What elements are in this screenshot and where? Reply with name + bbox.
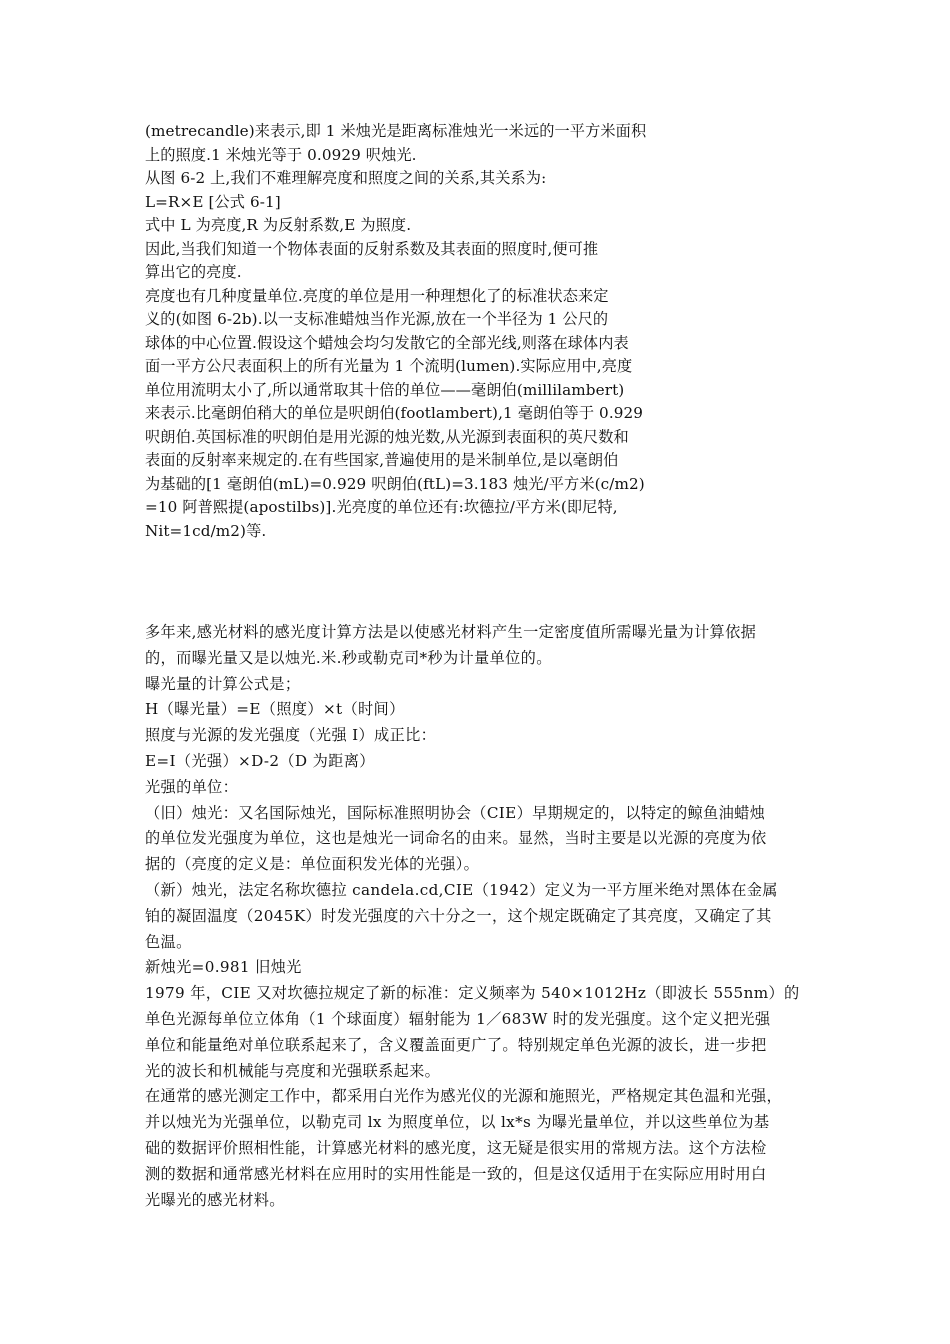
text-line: 的单位发光强度为单位，这也是烛光一词命名的由来。显然，当时主要是以光源的亮度为依 (145, 829, 767, 848)
text-line: 来表示.比毫朗伯稍大的单位是呎朗伯(footlambert),1 毫朗伯等于 0.929 (145, 404, 644, 422)
text-line: 单位和能量绝对单位联系起来了，含义覆盖面更广了。特别规定单色光源的波长，进一步把 (145, 1035, 767, 1054)
text-line: 光的波长和机械能与亮度和光强联系起来。 (145, 1061, 441, 1080)
text-line: 光曝光的感光材料。 (145, 1190, 285, 1209)
text-line: 亮度也有几种度量单位.亮度的单位是用一种理想化了的标准状态来定 (145, 286, 609, 305)
text-line: 球体的中心位置.假设这个蜡烛会均匀发散它的全部光线,则落在球体内表 (145, 333, 629, 352)
text-line: 上的照度.1 米烛光等于 0.0929 呎烛光. (145, 145, 417, 164)
text-line: （旧）烛光：又名国际烛光，国际标准照明协会（CIE）早期规定的，以特定的鲸鱼油蜡烛 (145, 803, 766, 822)
text-line: 色温。 (145, 932, 192, 951)
text-line: 并以烛光为光强单位，以勒克司 lx 为照度单位，以 lx*s 为曝光量单位，并以这些单位为基 (145, 1113, 770, 1132)
text-line: 因此,当我们知道一个物体表面的反射系数及其表面的照度时,便可推 (145, 239, 599, 258)
text-line: 面一平方公尺表面积上的所有光量为 1 个流明(lumen).实际应用中,亮度 (145, 357, 633, 375)
formula-line: L=R×E [公式 6-1] (145, 192, 281, 211)
exposure-section (145, 620, 813, 1213)
text-line: 的，而曝光量又是以烛光.米.秒或勒克司*秒为计量单位的。 (145, 648, 552, 667)
text-line: 据的（亮度的定义是：单位面积发光体的光强）。 (145, 855, 480, 874)
text-line: 新烛光=0.981 旧烛光 (145, 958, 302, 977)
text-line: 础的数据评价照相性能，计算感光材料的感光度，这无疑是很实用的常规方法。这个方法检 (145, 1138, 767, 1157)
text-line: 铂的凝固温度（2045K）时发光强度的六十分之一，这个规定既确定了其亮度，又确定了其 (145, 906, 772, 925)
text-line: 从图 6-2 上,我们不难理解亮度和照度之间的关系,其关系为: (145, 169, 547, 187)
text-line: 为基础的[1 毫朗伯(mL)=0.929 呎朗伯(ftL)=3.183 烛光/平方米(c/m2) (145, 474, 645, 493)
text-line: =10 阿普熙提(apostilbs)].光亮度的单位还有:坎德拉/平方米(即尼特, (145, 498, 618, 516)
text-line: （新）烛光，法定名称坎德拉 candela.cd,CIE（1942）定义为一平方厘米绝对黑体在金属 (145, 880, 778, 899)
formula-line: H（曝光量）=E（照度）×t（时间） (145, 700, 405, 719)
text-line: 曝光量的计算公式是； (145, 674, 301, 693)
text-line: 呎朗伯.英国标准的呎朗伯是用光源的烛光数,从光源到表面积的英尺数和 (145, 427, 629, 446)
text-line: Nit=1cd/m2)等. (145, 521, 267, 540)
text-line: 单色光源每单位立体角（1 个球面度）辐射能为 1／683W 时的发光强度。这个定义把光强 (145, 1009, 771, 1028)
text-line: 单位用流明太小了,所以通常取其十倍的单位——毫朗伯(millilambert) (145, 380, 625, 399)
text-line: 照度与光源的发光强度（光强 I）成正比： (145, 726, 437, 745)
formula-line: E=I（光强）×D-2（D 为距离） (145, 751, 375, 770)
luminance-section (145, 120, 685, 543)
text-line: 算出它的亮度. (145, 263, 242, 281)
text-line: 多年来,感光材料的感光度计算方法是以使感光材料产生一定密度值所需曝光量为计算依据 (145, 623, 757, 641)
text-line: 在通常的感光测定工作中，都采用白光作为感光仪的光源和施照光，严格规定其色温和光强， (145, 1087, 783, 1106)
text-line: 测的数据和通常感光材料在应用时的实用性能是一致的，但是这仅适用于在实际应用时用白 (145, 1164, 767, 1183)
text-line: 式中 L 为亮度,R 为反射系数,E 为照度. (145, 216, 412, 234)
text-line: 义的(如图 6-2b).以一支标准蜡烛当作光源,放在一个半径为 1 公尺的 (145, 310, 609, 328)
text-line: (metrecandle)来表示,即 1 米烛光是距离标准烛光一米远的一平方米面积 (145, 122, 647, 140)
text-line: 表面的反射率来规定的.在有些国家,普遍使用的是米制单位,是以毫朗伯 (145, 451, 619, 469)
text-line: 1979 年，CIE 又对坎德拉规定了新的标准：定义频率为 540×1012Hz（即波长 555nm）的 (145, 984, 800, 1003)
text-line: 光强的单位： (145, 777, 239, 796)
